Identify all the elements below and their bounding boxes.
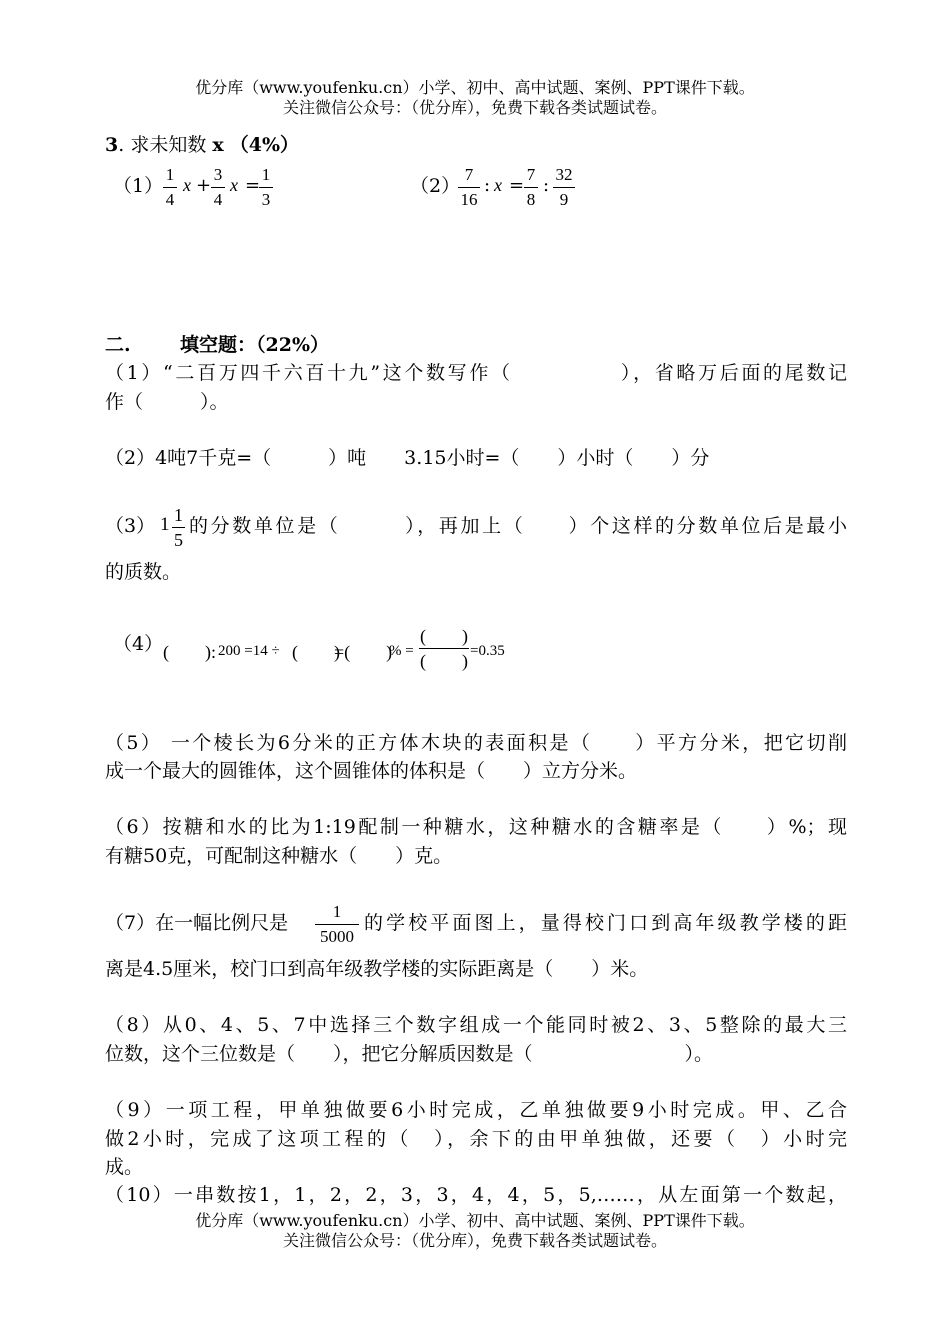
q3-p2-eq: = — [509, 175, 525, 196]
q3-p2-frac-a — [458, 163, 480, 212]
q7-line-2: 离是4.5厘米，校门口到高年级教学楼的实际距离是（ ）米。 — [105, 958, 649, 980]
q4-part-3: ( ) — [292, 642, 340, 662]
frac-numerator: 1 — [261, 165, 271, 184]
q7-scale-fraction — [315, 900, 359, 949]
q3-p1-plus: + — [196, 175, 212, 196]
header-line-2: 关注微信公众号：（优分库），免费下载各类试题试卷。 — [282, 98, 667, 117]
q4-label: （4） — [113, 633, 164, 655]
q3-fill-whole: 1 — [160, 514, 170, 535]
q5-line-2: 成一个最大的圆锥体，这个圆锥体的体积是（ ）立方分米。 — [105, 760, 638, 782]
q3-p2-colon-2: : — [543, 175, 550, 196]
q3-title-text: . 求未知数 — [118, 134, 207, 156]
frac-numerator: 3 — [213, 165, 223, 184]
q3-p2-label: （2） — [410, 175, 461, 197]
q4-part-1: ( ): — [163, 642, 216, 662]
frac-denominator: 8 — [526, 190, 536, 209]
q3-p1-eq: = — [245, 175, 261, 196]
frac-numerator: 32 — [555, 165, 573, 184]
q4-part-6: =0.35 — [470, 643, 505, 659]
q1-line-1: （1）“二百万四千六百十九”这个数写作（ ），省略万后面的尾数记 — [105, 362, 847, 384]
q3-p1-label: （1） — [113, 175, 164, 197]
q3-p2-frac-c — [553, 163, 575, 212]
q3-p1-x1: x — [183, 175, 191, 195]
frac-denominator: 9 — [559, 190, 569, 209]
q3-title — [105, 131, 299, 159]
frac-numerator: ( ) — [420, 626, 468, 646]
frac-denominator: 4 — [165, 190, 175, 209]
q1-line-2: 作（ ）。 — [105, 391, 229, 413]
frac-denominator: 4 — [213, 190, 223, 209]
q3-fill-line-2: 的质数。 — [105, 561, 182, 583]
q4-part-2: 200 =14 ÷ — [218, 643, 280, 659]
q3-p2-colon-1: : — [484, 175, 491, 196]
q3-variable: x — [212, 134, 224, 156]
q3-p1-frac-a — [163, 163, 177, 212]
q5-line-1: （5） 一个棱长为6分米的正方体木块的表面积是（ ）平方分米，把它切削 — [105, 732, 847, 754]
q4-part-5: % = — [389, 643, 414, 659]
q6-line-2: 有糖50克，可配制这种糖水（ ）克。 — [105, 845, 453, 867]
frac-numerator: 1 — [174, 505, 183, 525]
footer-line-1: 优分库（www.youfenku.cn）小学、初中、高中试题、案例、PPT课件下载。 — [195, 1211, 755, 1230]
q3-number: 3 — [105, 134, 119, 156]
q3-p2-frac-b — [524, 163, 538, 212]
q7-rest: 的学校平面图上，量得校门口到高年级教学楼的距 — [364, 912, 847, 934]
frac-denominator: 5 — [174, 530, 183, 550]
frac-denominator: 16 — [460, 190, 478, 209]
q3-fill-prefix: （3） — [105, 515, 156, 537]
header-line-1: 优分库（www.youfenku.cn）小学、初中、高中试题、案例、PPT课件下载。 — [195, 78, 755, 97]
q3-fill-rest: 的分数单位是（ ），再加上（ ）个这样的分数单位后是最小 — [189, 515, 847, 537]
q7-prefix: （7）在一幅比例尺是 — [105, 912, 289, 934]
frac-numerator: 7 — [464, 165, 474, 184]
q9-line-3: 成。 — [105, 1156, 144, 1178]
q9-line-2: 做2小时，完成了这项工程的（ ），余下的由甲单独做，还要（ ）小时完 — [105, 1128, 847, 1150]
section2-title: 填空题：（22%） — [180, 334, 329, 356]
frac-numerator: 7 — [526, 165, 536, 184]
q4-fraction — [419, 624, 469, 673]
q10-line-1: （10）一串数按1，1，2，2，3，3，4，4，5，5,……，从左面第一个数起， — [105, 1184, 847, 1206]
q3-p1-x2: x — [230, 175, 238, 195]
q3-p2-x: x — [494, 175, 502, 195]
q2-line: （2）4吨7千克=（ ）吨 3.15小时=（ ）小时（ ）分 — [105, 447, 710, 469]
frac-numerator: 1 — [165, 165, 175, 184]
q3-percent: （4%） — [229, 134, 300, 156]
frac-numerator: 1 — [332, 902, 342, 921]
footer-line-2: 关注微信公众号：（优分库），免费下载各类试题试卷。 — [282, 1231, 667, 1250]
q6-line-1: （6）按糖和水的比为1:19配制一种糖水，这种糖水的含糖率是（ ）%；现 — [105, 816, 847, 838]
frac-denominator: ( ) — [420, 651, 468, 671]
q8-line-2: 位数，这个三位数是（ ），把它分解质因数是（ ）。 — [105, 1043, 714, 1065]
q3-p1-frac-c — [259, 163, 273, 212]
frac-denominator: 5000 — [320, 927, 354, 946]
q9-line-1: （9）一项工程，甲单独做要6小时完成，乙单独做要9小时完成。甲、乙合 — [105, 1099, 847, 1121]
q8-line-1: （8）从0、4、5、7中选择三个数字组成一个能同时被2、3、5整除的最大三 — [105, 1014, 847, 1036]
frac-denominator: 3 — [261, 190, 271, 209]
q3-fill-fraction — [172, 503, 185, 552]
q3-p1-frac-b — [211, 163, 225, 212]
section2-number: 二. — [105, 334, 131, 356]
q4-part-4: =( ) — [334, 642, 393, 662]
